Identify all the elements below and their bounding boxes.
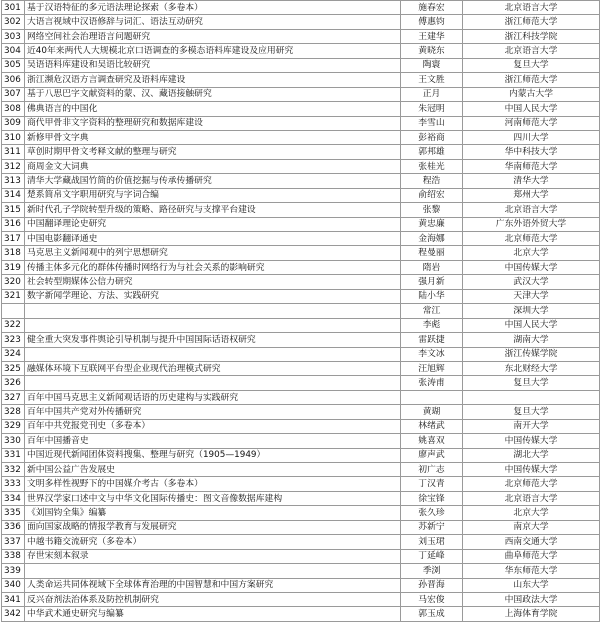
row-number: 334 [2, 491, 25, 505]
row-number: 331 [2, 448, 25, 462]
table-row [2, 174, 600, 188]
table-row [2, 15, 600, 29]
table-row [2, 1, 600, 15]
table-row [2, 188, 600, 202]
table-row [2, 376, 600, 390]
row-number: 328 [2, 405, 25, 419]
project-title: 健全重大突发事件舆论引导机制与提升中国国际话语权研究 [25, 333, 401, 347]
table-row [2, 607, 600, 621]
project-title: 大语言视域中汉语修辞与词汇、语法互动研究 [25, 15, 401, 29]
row-number: 321 [2, 289, 25, 303]
institution: 广东外语外贸大学 [463, 217, 600, 231]
principal-investigator: 施春宏 [401, 1, 463, 15]
institution: 华东师范大学 [463, 564, 600, 578]
principal-investigator: 马宏俊 [401, 592, 463, 606]
institution: 上海体育学院 [463, 607, 600, 621]
project-title: 商代甲骨非文字资料的整理研究和数据库建设 [25, 116, 401, 130]
table-row [2, 73, 600, 87]
institution: 华中科技大学 [463, 145, 600, 159]
row-number: 324 [2, 347, 25, 361]
institution: 中国传媒大学 [463, 463, 600, 477]
project-title: 文明多样性视野下的中国媒介考古（多卷本） [25, 477, 401, 491]
institution: 北京师范大学 [463, 477, 600, 491]
row-number: 303 [2, 29, 25, 43]
principal-investigator: 陶寰 [401, 58, 463, 72]
project-title: 商周金文大词典 [25, 159, 401, 173]
project-title: 中国电影翻译通史 [25, 232, 401, 246]
table-row [2, 564, 600, 578]
project-title: 世界汉学家口述中文与中华文化国际传播史：图文音像数据库建构 [25, 491, 401, 505]
project-title: 吴语语料库建设和吴语比较研究 [25, 58, 401, 72]
principal-investigator: 黄晓东 [401, 44, 463, 58]
project-title: 人类命运共同体视域下全球体育治理的中国智慧和中国方案研究 [25, 578, 401, 592]
project-title: 社会转型期媒体公信力研究 [25, 275, 401, 289]
table-row [2, 491, 600, 505]
table-row [2, 232, 600, 246]
row-number: 329 [2, 419, 25, 433]
row-number: 317 [2, 232, 25, 246]
row-number: 342 [2, 607, 25, 621]
project-title: 中华武术通史研究与编纂 [25, 607, 401, 621]
principal-investigator: 汪旭辉 [401, 361, 463, 375]
row-number: 340 [2, 578, 25, 592]
principal-investigator: 初广志 [401, 463, 463, 477]
principal-investigator: 傅惠钧 [401, 15, 463, 29]
principal-investigator: 张久珍 [401, 506, 463, 520]
table-row [2, 434, 600, 448]
project-title: 新修甲骨文字典 [25, 130, 401, 144]
row-number [2, 304, 25, 318]
row-number: 311 [2, 145, 25, 159]
row-number: 315 [2, 203, 25, 217]
row-number: 313 [2, 174, 25, 188]
row-number: 337 [2, 535, 25, 549]
row-number: 326 [2, 376, 25, 390]
row-number: 319 [2, 260, 25, 274]
principal-investigator: 苏新宁 [401, 520, 463, 534]
table-row [2, 405, 600, 419]
table-row [2, 347, 600, 361]
institution: 华南师范大学 [463, 159, 600, 173]
principal-investigator: 丁延峰 [401, 549, 463, 563]
table-row [2, 275, 600, 289]
project-title: 基于八思巴字文献资料的蒙、汉、藏语接触研究 [25, 87, 401, 101]
principal-investigator: 彭裕商 [401, 130, 463, 144]
principal-investigator: 孙晋海 [401, 578, 463, 592]
principal-investigator: 张涛甫 [401, 376, 463, 390]
row-number: 302 [2, 15, 25, 29]
principal-investigator: 王文胜 [401, 73, 463, 87]
principal-investigator: 刘玉珺 [401, 535, 463, 549]
project-title: 融媒体环境下互联网平台型企业现代治理模式研究 [25, 361, 401, 375]
institution: 南京大学 [463, 520, 600, 534]
institution: 复旦大学 [463, 376, 600, 390]
row-number: 318 [2, 246, 25, 260]
institution [463, 390, 600, 404]
table-row [2, 506, 600, 520]
row-number: 309 [2, 116, 25, 130]
principal-investigator: 朱冠明 [401, 102, 463, 116]
project-title: 中越书籍交流研究（多卷本） [25, 535, 401, 549]
principal-investigator [401, 390, 463, 404]
row-number: 327 [2, 390, 25, 404]
table-row [2, 419, 600, 433]
institution: 四川大学 [463, 130, 600, 144]
table-row [2, 463, 600, 477]
table-row [2, 102, 600, 116]
table-row [2, 477, 600, 491]
institution: 北京大学 [463, 246, 600, 260]
project-title: 百年中国播音史 [25, 434, 401, 448]
project-title: 存世宋刻本叙录 [25, 549, 401, 563]
project-title [25, 304, 401, 318]
project-title: 楚系简帛文字职用研究与字词合编 [25, 188, 401, 202]
project-title: 清华大学藏战国竹简的价值挖掘与传承传播研究 [25, 174, 401, 188]
project-title: 百年中国共产党对外传播研究 [25, 405, 401, 419]
row-number: 322 [2, 318, 25, 332]
table-row [2, 44, 600, 58]
project-table-body [2, 1, 600, 622]
principal-investigator: 黄忠廉 [401, 217, 463, 231]
principal-investigator: 徐宝锋 [401, 491, 463, 505]
institution: 北京语言大学 [463, 44, 600, 58]
institution: 深圳大学 [463, 304, 600, 318]
principal-investigator: 黄瑚 [401, 405, 463, 419]
project-title [25, 347, 401, 361]
institution: 中国传媒大学 [463, 260, 600, 274]
table-row [2, 130, 600, 144]
table-row [2, 217, 600, 231]
principal-investigator: 季浏 [401, 564, 463, 578]
row-number: 338 [2, 549, 25, 563]
row-number: 323 [2, 333, 25, 347]
principal-investigator: 王建华 [401, 29, 463, 43]
table-row [2, 333, 600, 347]
table-row [2, 520, 600, 534]
row-number: 301 [2, 1, 25, 15]
table-row [2, 246, 600, 260]
principal-investigator: 廖声武 [401, 448, 463, 462]
row-number: 307 [2, 87, 25, 101]
institution: 北京语言大学 [463, 491, 600, 505]
project-title: 数字新闻学理论、方法、实践研究 [25, 289, 401, 303]
institution: 曲阜师范大学 [463, 549, 600, 563]
project-title: 中国翻译理论史研究 [25, 217, 401, 231]
table-row [2, 159, 600, 173]
institution: 内蒙古大学 [463, 87, 600, 101]
row-number: 308 [2, 102, 25, 116]
project-title [25, 376, 401, 390]
project-title: 面向国家战略的情报学教育与发展研究 [25, 520, 401, 534]
project-title: 浙江濒危汉语方言调查研究及语料库建设 [25, 73, 401, 87]
project-title: 草创时期甲骨文考释文献的整理与研究 [25, 145, 401, 159]
project-title [25, 318, 401, 332]
table-row [2, 578, 600, 592]
institution: 浙江科技学院 [463, 29, 600, 43]
institution: 清华大学 [463, 174, 600, 188]
principal-investigator: 俞绍宏 [401, 188, 463, 202]
table-row [2, 361, 600, 375]
project-title: 佛典语言的中国化 [25, 102, 401, 116]
institution: 北京大学 [463, 506, 600, 520]
institution: 河南师范大学 [463, 116, 600, 130]
principal-investigator: 姚喜双 [401, 434, 463, 448]
institution: 中国人民大学 [463, 318, 600, 332]
project-title: 反兴奋剂法治体系及防控机制研究 [25, 592, 401, 606]
project-title: 近40年来两代人大规模北京口语调查的多模态语料库建设及应用研究 [25, 44, 401, 58]
institution: 湖北大学 [463, 448, 600, 462]
table-row [2, 145, 600, 159]
institution: 湖南大学 [463, 333, 600, 347]
project-title: 网络空间社会治理语言问题研究 [25, 29, 401, 43]
table-row [2, 29, 600, 43]
table-row [2, 304, 600, 318]
row-number: 335 [2, 506, 25, 520]
project-title: 中国近现代新闻团体资料搜集、整理与研究（1905—1949） [25, 448, 401, 462]
table-row [2, 289, 600, 303]
principal-investigator: 强月新 [401, 275, 463, 289]
principal-investigator: 李彪 [401, 318, 463, 332]
project-title [25, 564, 401, 578]
project-table [1, 0, 600, 622]
project-title: 百年中共党报党刊史（多卷本） [25, 419, 401, 433]
table-row [2, 535, 600, 549]
row-number: 312 [2, 159, 25, 173]
row-number: 314 [2, 188, 25, 202]
institution: 北京师范大学 [463, 232, 600, 246]
principal-investigator: 李雪山 [401, 116, 463, 130]
institution: 武汉大学 [463, 275, 600, 289]
principal-investigator: 金海娜 [401, 232, 463, 246]
project-title: 新中国公益广告发展史 [25, 463, 401, 477]
table-row [2, 260, 600, 274]
project-title: 《刘国钧全集》编纂 [25, 506, 401, 520]
principal-investigator: 陆小华 [401, 289, 463, 303]
principal-investigator: 郭玉成 [401, 607, 463, 621]
table-row [2, 87, 600, 101]
institution: 复旦大学 [463, 58, 600, 72]
row-number: 305 [2, 58, 25, 72]
principal-investigator: 郭邦雄 [401, 145, 463, 159]
principal-investigator: 张桂光 [401, 159, 463, 173]
project-title: 马克思主义新闻观中的列宁思想研究 [25, 246, 401, 260]
principal-investigator: 林绪武 [401, 419, 463, 433]
institution: 天津大学 [463, 289, 600, 303]
institution: 西南交通大学 [463, 535, 600, 549]
institution: 东北财经大学 [463, 361, 600, 375]
row-number: 333 [2, 477, 25, 491]
institution: 浙江师范大学 [463, 73, 600, 87]
principal-investigator: 丁汉青 [401, 477, 463, 491]
project-title: 百年中国马克思主义新闻观话语的历史建构与实践研究 [25, 390, 401, 404]
institution: 北京语言大学 [463, 1, 600, 15]
row-number: 306 [2, 73, 25, 87]
table-row [2, 390, 600, 404]
principal-investigator: 常江 [401, 304, 463, 318]
principal-investigator: 李文冰 [401, 347, 463, 361]
project-title: 传播主体多元化的群体传播时网络行为与社会关系的影响研究 [25, 260, 401, 274]
principal-investigator: 张黎 [401, 203, 463, 217]
institution: 北京语言大学 [463, 203, 600, 217]
institution: 浙江师范大学 [463, 15, 600, 29]
principal-investigator: 雷跃捷 [401, 333, 463, 347]
table-row [2, 116, 600, 130]
principal-investigator: 程曼丽 [401, 246, 463, 260]
principal-investigator: 程浩 [401, 174, 463, 188]
row-number: 330 [2, 434, 25, 448]
institution: 浙江传媒学院 [463, 347, 600, 361]
table-row [2, 549, 600, 563]
row-number: 339 [2, 564, 25, 578]
row-number: 316 [2, 217, 25, 231]
row-number: 310 [2, 130, 25, 144]
row-number: 336 [2, 520, 25, 534]
table-row [2, 448, 600, 462]
table-row [2, 203, 600, 217]
institution: 郑州大学 [463, 188, 600, 202]
row-number: 325 [2, 361, 25, 375]
project-title: 基于汉语特征的多元语法理论探索（多卷本） [25, 1, 401, 15]
project-title: 新时代孔子学院转型升级的策略、路径研究与支撑平台建设 [25, 203, 401, 217]
row-number: 320 [2, 275, 25, 289]
principal-investigator: 正月 [401, 87, 463, 101]
table-row [2, 58, 600, 72]
institution: 山东大学 [463, 578, 600, 592]
institution: 中国政法大学 [463, 592, 600, 606]
row-number: 332 [2, 463, 25, 477]
institution: 复旦大学 [463, 405, 600, 419]
institution: 中国传媒大学 [463, 434, 600, 448]
row-number: 304 [2, 44, 25, 58]
institution: 南开大学 [463, 419, 600, 433]
table-row [2, 318, 600, 332]
institution: 中国人民大学 [463, 102, 600, 116]
table-row [2, 592, 600, 606]
row-number: 341 [2, 592, 25, 606]
principal-investigator: 隋岩 [401, 260, 463, 274]
